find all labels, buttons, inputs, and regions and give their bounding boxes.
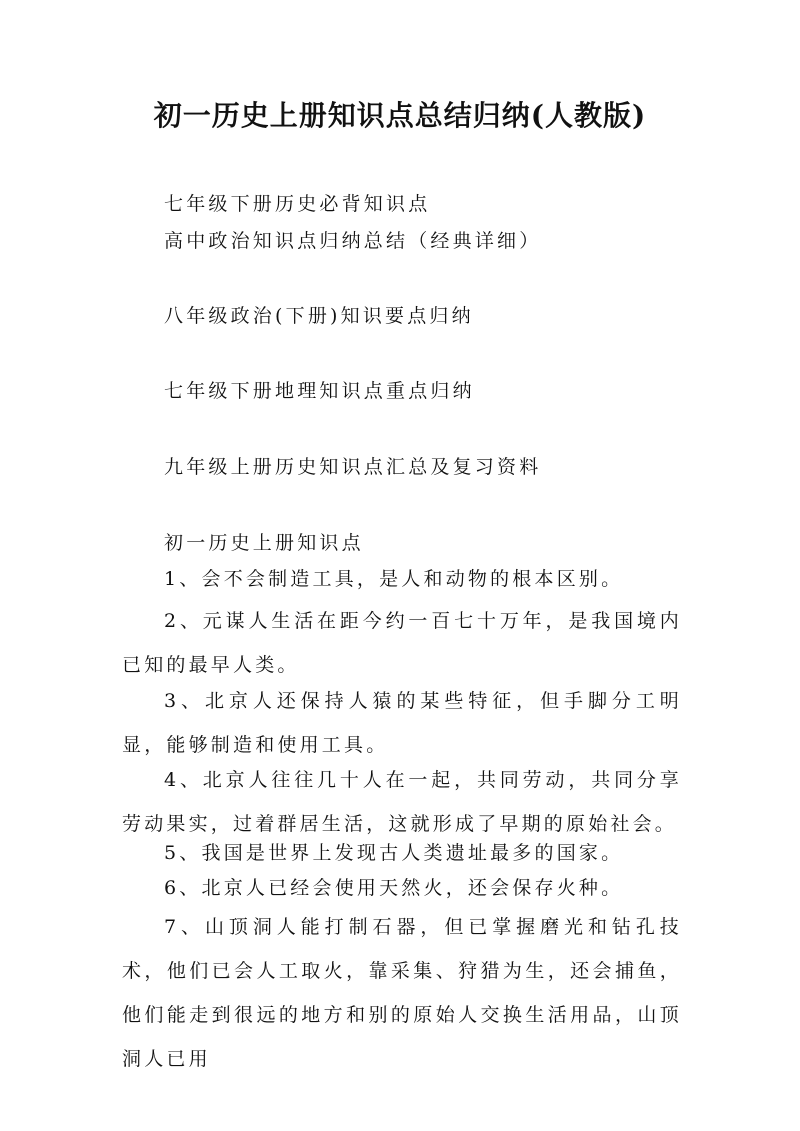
section-heading: 初一历史上册知识点 [164, 532, 364, 554]
point-6: 6、北京人已经会使用天然火，还会保存火种。 [164, 877, 624, 899]
related-link-2[interactable]: 高中政治知识点归纳总结（经典详细） [164, 230, 542, 252]
point-1: 1、会不会制造工具，是人和动物的根本区别。 [164, 568, 624, 590]
point-7: 7、山顶洞人能打制石器，但已掌握磨光和钻孔技术，他们已会人工取火，靠采集、狩猎为生，还会捕鱼，他们能走到很远的地方和别的原始人交换生活用品，山顶洞人已用 [122, 916, 682, 1070]
point-3: 3、北京人还保持人猿的某些特征，但手脚分工明显，能够制造和使用工具。 [122, 690, 682, 756]
point-4: 4、北京人往往几十人在一起，共同劳动，共同分享劳动果实，过着群居生活，这就形成了早期的原始社会。 [122, 769, 682, 835]
related-link-1[interactable]: 七年级下册历史必背知识点 [164, 193, 431, 215]
related-link-4[interactable]: 七年级下册地理知识点重点归纳 [164, 380, 475, 402]
point-5: 5、我国是世界上发现古人类遗址最多的国家。 [164, 842, 624, 864]
related-link-5[interactable]: 九年级上册历史知识点汇总及复习资料 [164, 456, 542, 478]
related-link-3[interactable]: 八年级政治(下册)知识要点归纳 [164, 305, 474, 327]
point-2: 2、元谋人生活在距今约一百七十万年，是我国境内已知的最早人类。 [122, 610, 682, 676]
document-title: 初一历史上册知识点总结归纳(人教版) [153, 99, 647, 132]
